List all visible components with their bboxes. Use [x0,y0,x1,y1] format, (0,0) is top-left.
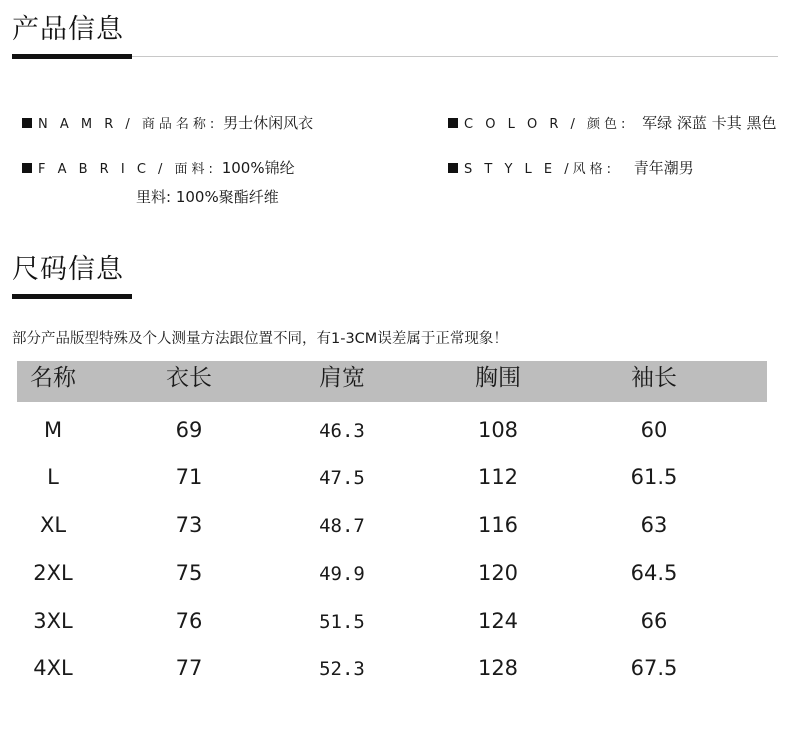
cell-shoulder: 48.7 [319,515,365,537]
cell-chest: 128 [477,656,519,680]
cell-length: 71 [175,465,203,489]
cell-chest: 112 [477,465,519,489]
attr-lining [136,190,279,205]
title-underline [12,294,132,299]
header-shoulder: 肩宽 [319,365,365,391]
style-label: S T Y L E /风格: [464,162,616,177]
cell-size: 3XL [33,609,73,633]
attr-color [448,116,776,131]
attr-name [22,116,313,131]
cell-size: 2XL [33,561,73,585]
cell-sleeve: 60 [640,418,668,442]
cell-chest: 116 [477,513,519,537]
bullet-square-icon [22,163,32,173]
cell-chest: 124 [477,609,519,633]
cell-size: XL [39,513,67,537]
cell-shoulder: 49.9 [319,563,365,585]
size-info-title: 尺码信息 [12,254,124,285]
header-length: 衣长 [166,365,212,391]
cell-shoulder: 47.5 [319,467,365,489]
bullet-square-icon [22,118,32,128]
cell-length: 75 [175,561,203,585]
style-value: 青年潮男 [633,159,694,177]
cell-size: L [47,465,59,489]
bullet-square-icon [448,163,458,173]
cell-length: 77 [175,656,203,680]
cell-size: M [43,418,63,442]
cell-length: 73 [175,513,203,537]
cell-sleeve: 63 [640,513,668,537]
fabric-value: 100%锦纶 [221,159,295,177]
header-sleeve: 袖长 [631,365,677,391]
bullet-square-icon [448,118,458,128]
lining-label: 里料: [136,188,172,206]
product-info-title: 产品信息 [12,14,124,45]
lining-value: 100%聚酯纤维 [175,188,279,206]
color-value: 军绿 深蓝 卡其 黑色 [642,114,777,132]
cell-chest: 120 [477,561,519,585]
color-label: C O L O R / 颜色: [464,117,630,132]
fabric-label: F A B R I C / 面料: [38,162,217,177]
size-note: 部分产品版型特殊及个人测量方法跟位置不同，有1-3CM误差属于正常现象！ [12,331,508,347]
cell-size: 4XL [33,656,73,680]
cell-sleeve: 61.5 [630,465,678,489]
cell-sleeve: 67.5 [630,656,678,680]
cell-shoulder: 51.5 [319,611,365,633]
cell-sleeve: 64.5 [630,561,678,585]
cell-sleeve: 66 [640,609,668,633]
cell-length: 69 [175,418,203,442]
header-chest: 胸围 [475,365,521,391]
cell-length: 76 [175,609,203,633]
name-value: 男士休闲风衣 [223,114,314,132]
cell-chest: 108 [477,418,519,442]
header-size: 名称 [30,365,76,391]
name-label: N A M R / 商品名称: [38,117,219,132]
cell-shoulder: 46.3 [319,420,365,442]
divider-line [132,56,778,57]
attr-fabric [22,161,295,176]
cell-shoulder: 52.3 [319,658,365,680]
title-underline [12,54,132,59]
attr-style [448,161,694,176]
